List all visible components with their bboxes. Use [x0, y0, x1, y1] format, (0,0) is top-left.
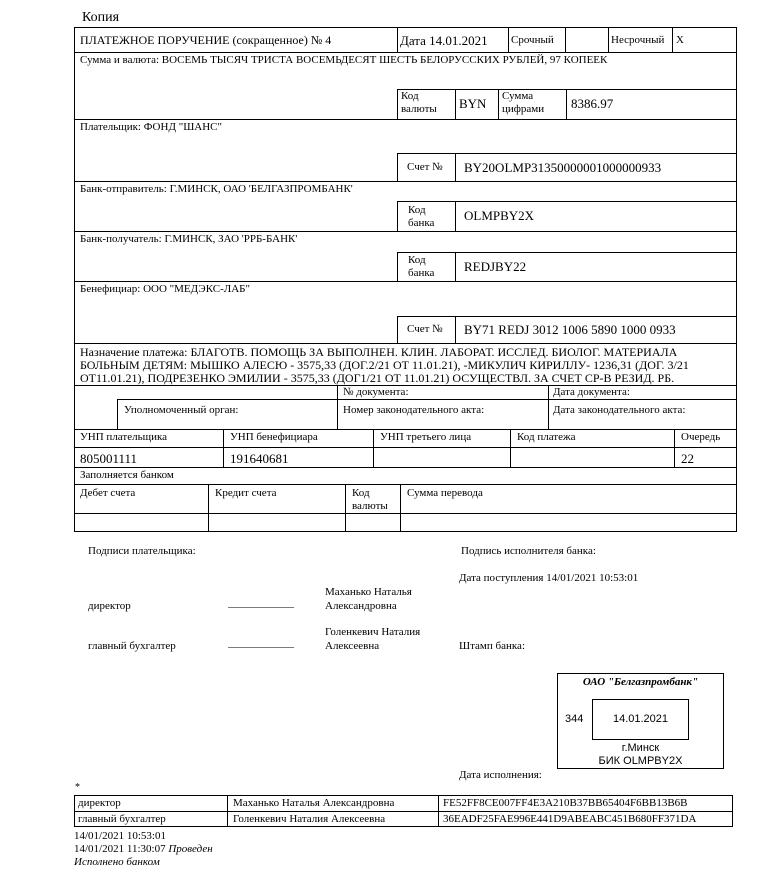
footer-line-2-date: 14/01/2021 11:30:07: [74, 843, 166, 855]
non-urgent-mark: X: [676, 34, 684, 46]
bank-currency-label-2: валюты: [352, 500, 388, 512]
receipt-date: Дата поступления 14/01/2021 10:53:01: [459, 572, 639, 584]
stamp-bank-name: ОАО "Белгазпромбанк": [582, 676, 699, 688]
sender-bank-code-label-2: банка: [408, 217, 435, 229]
sig-row-2-hash: 36EADF25FAE996E441D9ABEABC451B680FF371DA: [443, 813, 697, 825]
bank-stamp-label: Штамп банка:: [459, 640, 525, 652]
credit-label: Кредит счета: [215, 487, 277, 499]
accountant-name-1: Голенкевич Наталия: [325, 626, 421, 638]
sig-row-1-role: директор: [78, 797, 121, 809]
receiver-bank-code: REDJBY22: [464, 259, 527, 274]
receiver-bank-text: Банк-получатель: Г.МИНСК, ЗАО 'РРБ-БАНК': [80, 233, 298, 245]
sig-row-1-hash: FE52FF8CE007FF4E3A210B37BB65404F6BB13B6B: [443, 797, 688, 809]
executor-signature-title: Подпись исполнителя банка:: [461, 545, 596, 557]
stamp-city: г.Минск: [621, 742, 660, 754]
execution-date-label: Дата исполнения:: [459, 769, 542, 781]
sender-bank-code-label: Код: [408, 204, 426, 216]
beneficiary-unp-label: УНП бенефициара: [230, 431, 318, 443]
bank-currency-label: Код: [352, 487, 370, 499]
stamp-bik: БИК OLMPBY2X: [598, 755, 683, 767]
third-party-unp-label: УНП третьего лица: [380, 431, 472, 443]
payer-unp: 805001111: [80, 451, 138, 466]
act-number-label: Номер законодательного акта:: [343, 404, 485, 416]
payer-account-label: Счет №: [407, 161, 443, 173]
receiver-bank-code-label: Код: [408, 254, 426, 266]
debit-label: Дебет счета: [80, 487, 136, 499]
amount-text: Сумма и валюта: ВОСЕМЬ ТЫСЯЧ ТРИСТА ВОСЕМЬДЕСЯТ ШЕСТЬ БЕЛОРУССКИХ РУБЛЕЙ, 97 КОПЕЕК: [80, 54, 608, 66]
payer-unp-label: УНП плательщика: [80, 431, 168, 443]
form-title: ПЛАТЕЖНОЕ ПОРУЧЕНИЕ (сокращенное) № 4: [80, 33, 332, 47]
stamp-date: 14.01.2021: [612, 713, 669, 725]
sig-row-2-role: главный бухгалтер: [78, 813, 166, 825]
sum-label: Сумма: [502, 90, 534, 102]
sum-label-2: цифрами: [502, 103, 545, 115]
non-urgent-label: Несрочный: [611, 34, 665, 46]
authority-label: Уполномоченный орган:: [124, 404, 239, 416]
director-signature-line: ____________: [228, 597, 294, 609]
doc-date-label: Дата документа:: [553, 386, 630, 398]
beneficiary-account: BY71 REDJ 3012 1006 5890 1000 0933: [464, 322, 676, 337]
currency-code-label: Код: [401, 90, 419, 102]
beneficiary-text: Бенефициар: ООО "МЕДЭКС-ЛАБ": [80, 283, 250, 295]
queue-value: 22: [681, 451, 694, 466]
footer-line-1: 14/01/2021 10:53:01: [74, 830, 166, 842]
accountant-signature-line: ____________: [228, 637, 294, 649]
purpose-line-1: Назначение платежа: БЛАГОТВ. ПОМОЩЬ ЗА ВЫПОЛНЕН. КЛИН. ЛАБОРАТ. ИССЛЕД. БИОЛОГ. МАТЕРИАЛА: [80, 345, 678, 359]
beneficiary-unp: 191640681: [230, 451, 289, 466]
sender-bank-text: Банк-отправитель: Г.МИНСК, ОАО 'БЕЛГАЗПРОМБАНК': [80, 183, 353, 195]
director-name-1: Маханько Наталья: [325, 586, 412, 598]
urgent-label: Срочный: [511, 34, 554, 46]
stamp-number: 344: [565, 713, 584, 725]
footer-line-2: [74, 844, 213, 855]
sum-value: 8386.97: [571, 96, 614, 111]
transfer-sum-label: Сумма перевода: [407, 487, 483, 499]
footnote-mark: *: [75, 782, 80, 793]
payer-text: Плательщик: ФОНД "ШАНС": [80, 121, 223, 133]
payer-account: BY20OLMP31350000001000000933: [464, 160, 662, 175]
footer-line-3: Исполнено банком: [74, 856, 160, 868]
footer-line-2-status: Проведен: [168, 843, 213, 855]
act-date-label: Дата законодательного акта:: [553, 404, 686, 416]
purpose-line-3: ОТ11.01.21), ПОДРЕЗЕНКО ЭМИЛИИ - 3575,33 (ДОГ1/21 ОТ 11.01.21) ОСУЩЕСТВЛ. ЗА СЧЕТ СР-В РЕЗИД. РБ.: [80, 371, 675, 385]
currency-code-label-2: валюты: [401, 103, 437, 115]
purpose-line-2: БОЛЬНЫМ ДЕТЯМ: МЫШКО АЛЕСЮ - 3575,33 (ДОГ.2/21 ОТ 11.01.21), -МИКУЛИЧ КИРИЛЛУ- 1236,31 (ДОГ. 3/21: [80, 358, 689, 372]
beneficiary-account-label: Счет №: [407, 323, 443, 335]
sig-row-1-name: Маханько Наталья Александровна: [233, 797, 395, 809]
director-role: директор: [88, 600, 131, 612]
sender-bank-code: OLMPBY2X: [464, 208, 535, 223]
sig-row-2-name: Голенкевич Наталия Алексеевна: [233, 813, 386, 825]
queue-label: Очередь: [681, 431, 721, 443]
accountant-name-2: Алексеевна: [325, 640, 380, 652]
payer-signatures-title: Подписи плательщика:: [88, 545, 196, 557]
director-name-2: Александровна: [325, 600, 397, 612]
accountant-role: главный бухгалтер: [88, 640, 176, 652]
currency-value: BYN: [459, 96, 487, 111]
bank-fill-title: Заполняется банком: [80, 469, 174, 481]
doc-number-label: № документа:: [343, 386, 409, 398]
payment-code-label: Код платежа: [517, 431, 576, 443]
form-date: Дата 14.01.2021: [400, 33, 488, 48]
copy-label: Копия: [82, 10, 120, 25]
receiver-bank-code-label-2: банка: [408, 267, 435, 279]
